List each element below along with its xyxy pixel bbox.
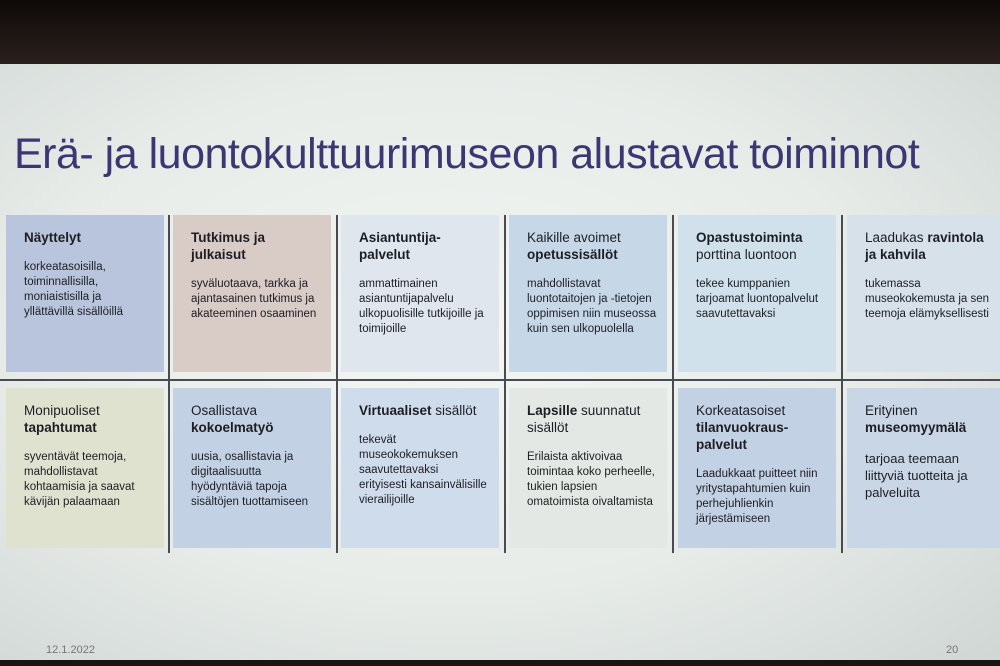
card-description: tekee kumppanien tarjoamat luontopalvelut saavutettavaksi [696,278,819,320]
card-opastustoiminta [678,215,836,372]
card-tilanvuokraus [678,388,836,548]
card-nayttelyt [6,215,164,372]
card-description: mahdollistavat luontotaitojen ja -tietojen oppimisen niin museossa kuin sen ulkopuolella [527,278,657,335]
card-description: tekevät museokokemuksen saavutettavaksi erityisesti kansainvälisille vierailijoille [359,434,487,506]
card-heading: Osallistava kokoelmatyö [191,403,274,435]
grid-divider-vertical [336,215,338,553]
card-opetussisallot [509,215,667,372]
grid-divider-vertical [672,215,674,553]
card-heading: Asiantuntija-palvelut [359,230,441,262]
card-description: syventävät teemoja, mahdollistavat kohtaamisia ja saavat kävijän palaamaan [24,451,135,508]
grid-divider-vertical [504,215,506,553]
card-description: Erilaista aktivoivaa toimintaa koko perheelle, tukien lapsien omatoimista oivaltamista [527,451,655,508]
card-heading: Näyttelyt [24,230,82,245]
slide-title: Erä- ja luontokulttuurimuseon alustavat toiminnot [14,130,920,178]
card-lapsille [509,388,667,548]
grid-divider-horizontal [0,379,1000,381]
projector-top-edge [0,0,1000,64]
card-description: tukemassa museokokemusta ja sen teemoja elämyksellisesti [865,278,990,320]
card-tutkimus [173,215,331,372]
card-heading: Korkeatasoiset tilanvuokraus-palvelut [696,403,789,452]
card-description: tarjoaa teemaan liittyviä tuotteita ja palveluita [865,451,968,500]
card-virtuaaliset [341,388,499,548]
card-description: ammattimainen asiantuntijapalvelu ulkopuolisille tutkijoille ja toimijoille [359,278,484,335]
slide-page-number: 20 [946,644,959,656]
card-heading: Kaikille avoimet opetussisällöt [527,230,621,262]
card-description: syväluotaava, tarkka ja ajantasainen tutkimus ja akateeminen osaaminen [191,278,317,320]
grid-divider-vertical [841,215,843,553]
card-heading: Monipuoliset tapahtumat [24,403,100,435]
card-ravintola [847,215,1000,372]
card-heading: Virtuaaliset sisällöt [359,403,477,418]
card-heading: Opastustoiminta porttina luontoon [696,230,803,262]
card-heading: Tutkimus ja julkaisut [191,230,266,262]
card-asiantuntija [341,215,499,372]
card-description: Laadukkaat puitteet niin yritystapahtumien kuin perhejuhlienkin järjestämiseen [696,468,818,525]
projector-bottom-edge [0,660,1000,666]
card-museomyymala [847,388,1000,548]
grid-divider-vertical [168,215,170,553]
card-heading: Lapsille suunnatut sisällöt [527,403,641,435]
card-description: uusia, osallistavia ja digitaalisuutta hyödyntäviä tapoja sisältöjen tuottamiseen [191,451,308,508]
card-heading: Erityinen museomyymälä [865,403,967,435]
card-heading: Laadukas ravintola ja kahvila [865,230,984,262]
card-description: korkeatasoisilla, toiminnallisilla, moniaistisilla ja yllättävillä sisällöillä [24,261,124,318]
card-kokoelmatyo [173,388,331,548]
card-tapahtumat [6,388,164,548]
slide-date: 12.1.2022 [46,644,95,656]
